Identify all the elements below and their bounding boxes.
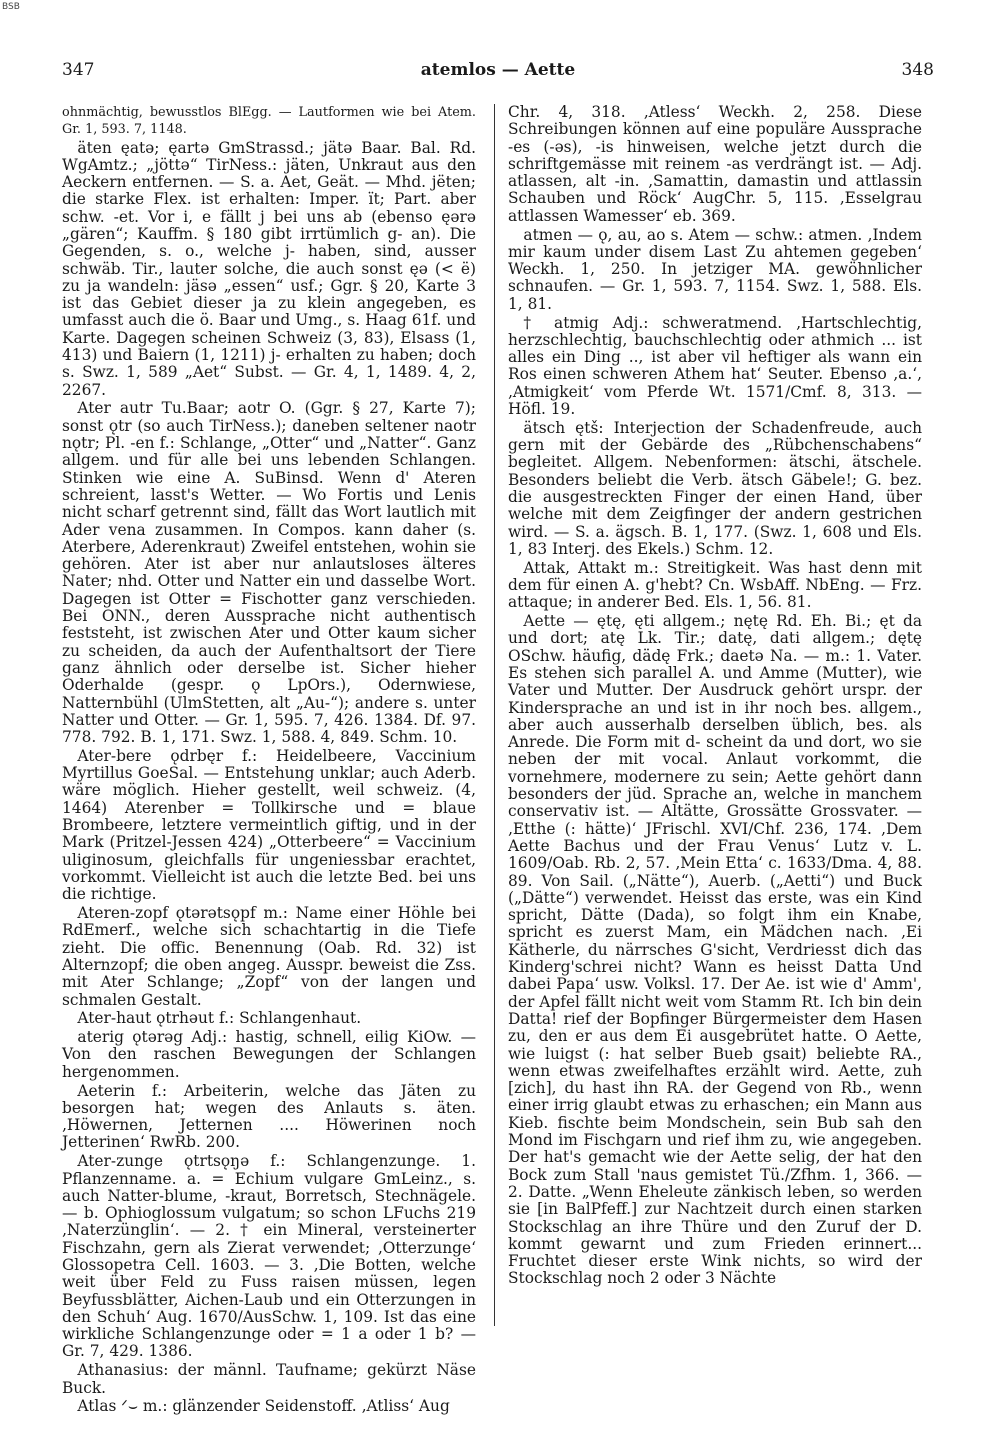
- entry-aterig: aterig ǫtərəg Adj.: hastig, schnell, eilig KiOw. — Von den raschen Bewegungen der Schlangen hergenommen.: [62, 1028, 476, 1081]
- page-number-right: 348: [901, 60, 934, 80]
- entry-aette: Aette — ętę, ęti allgem.; nętę Rd. Eh. Bi.; ęt da und dort; atę Lk. Tir.; datę, dati allgem.; dętę OSchw. häufig, dädę Frk.; daetə Na. — m.: 1. Vater. Es stehen sich parallel A. und Amme (Mutter), wie Vater und Mutter. Der Ausdruck gehört urspr. der Kindersprache an und ist in ihr noch bes. allgem., aber auch ausserhalb derselben üblich, bes. als Anrede. Die Form mit d- scheint da und dort, wo sie neben der mit vocal. Anlaut vorkommt, die vornehmere, modernere zu sein; Aette gehört dann besonders der jüd. Sprache an, welche in manchem conservativ ist. — Altätte, Grossätte Grossvater. — ‚Etthe (: hätte)‘ JFrischl. XVI/Chf. 236, 174. ‚Dem Aette Bachus und der Frau Venus‘ Lutz v. L. 1609/Oab. Rb. 2, 57. ‚Mein Etta‘ c. 1633/Dma. 4, 88. 89. Von Sail. („Nätte“), Auerb. („Aetti“) und Buck („Dätte“) verwendet. Heisst das erste, was ein Kind spricht, Dätte (Dada), so folgt ihm ein Knabe, spricht es zuerst Mam, ein Mädchen nach. ‚Ei Kätherle, du närrsches G'sicht, Verdriesst dich das Kinderg'schrei nicht? Wann es heisst Datta Und dabei Papa‘ usw. Volksl. 17. Der Ae. ist wie d' Amm', der Apfel fällt nicht weit vom Stamm Rt. Ich bin dein Datta! rief der Bopfinger Bürgermeister dem Hasen zu, den er aus dem Ei ausgebrütet hatte. O Aette, wie luigst (: hat selber Bueb gsait) beliebte RA., wenn etwas zweifelhaftes erzählt wird. Aette, zuh [zich], du hast ihn RA. der Gegend von Rb., wenn einer irrig glaubt etwas zu erhaschen; ein Mann aus Kieb. fischte beim Mondschein, sein Bub sah den Mond im Fischgarn und rief ihm zu, wie angegeben. Der hat's gemacht wie der Aette selig, der hat den Bock zum Stall 'naus gemistet Tü./Zfhm. 1, 366. — 2. Datte. „Wenn Eheleute zänkisch leben, so werden sie [in BalPfeff.] zur Nachtzeit durch einen starken Stockschlag an ihre Thüre und den Zuruf der D. kommt gewarnt und zum Frieden erinnert... Fruchtet dieser erste Wink nichts, so wird der Stockschlag noch 2 oder 3 Nächte: [508, 612, 922, 1288]
- entry-aeterin: Aeterin f.: Arbeiterin, welche das Jäten zu besorgen hat; wegen des Anlauts s. äten. ‚Höwernen, Jetternen .... Höwerinen noch Jetterinen‘ RwRb. 200.: [62, 1081, 476, 1152]
- entry-atlas: Atlas ᐟ⌣ m.: glänzender Seidenstoff. ‚Atliss‘ Aug: [77, 1397, 450, 1416]
- entry-ater-haut: Ater-haut ǫtrhəut f.: Schlangenhaut.: [77, 1009, 362, 1028]
- page-number-left: 347: [62, 60, 95, 80]
- column-divider: [494, 104, 495, 1326]
- left-column: [62, 104, 476, 1417]
- library-stamp: BSB: [2, 2, 20, 12]
- entry-athanasius: Athanasius: der männl. Taufname; gekürzt Näse Buck.: [62, 1361, 476, 1397]
- entry-atmig: † atmig Adj.: schweratmend. ‚Hartschlechtig, herzschlechtig, bauchschlechtig oder athmich ... ist alles ein Ding .., ist aber vil heftiger als wann ein Ros einen schweren Athem hat‘ Seuter. Ebenso ‚a.‘, ‚Atmigkeit‘ vom Pferde Wt. 1571/Cmf. 8, 313. — Höfl. 19.: [508, 313, 922, 419]
- running-title: atemlos — Aette: [420, 60, 576, 80]
- entry-aetsch: ätsch ętš: Interjection der Schadenfreude, auch gern mit der Gebärde des „Rübchenschabens“ begleitet. Allgem. Nebenformen: ätschi, ätschele. Besonders beliebt die Verb. ätsch Gäbele!; G. bez. die ausgestreckten Finger der einen Hand, über welche mit dem Zeigfinger der andern gestrichen wird. — S. a. ägsch. B. 1, 177. (Swz. 1, 608 und Els. 1, 83 Interj. des Ekels.) Schm. 12.: [508, 418, 922, 558]
- entry-atmen: atmen — ǫ, au, ao s. Atem — schw.: atmen. ‚Indem mir kaum under disem Last Zu ahtemen gegeben‘ Weckh. 1, 250. In jetziger MA. gewöhnlicher schnaufen. — Gr. 1, 593. 7, 1154. Swz. 1, 588. Els. 1, 81.: [508, 225, 922, 313]
- entry-attak: Attak, Attakt m.: Streitigkeit. Was hast denn mit dem für einen A. g'hebt? Cn. WsbAff. NbEng. — Frz. attaque; in anderer Bed. Els. 1, 56. 81.: [508, 558, 922, 612]
- page-header: [62, 60, 934, 84]
- entry-ateren-zopf: Ateren-zopf ǫtərətsǫpf m.: Name einer Höhle bei RdEmerf., welche sich schachtartig in die Tiefe zieht. Die offic. Benennung (Oab. Rd. 32) ist Alternzopf; die oben angeg. Ausspr. beweist die Zss. mit Ater Schlange; „Zopf“ von der langen und schmalen Gestalt.: [62, 904, 476, 1009]
- entry-ater: Ater autr Tu.Baar; aotr O. (Ggr. § 27, Karte 7); sonst ǫtr (so auch TirNess.); daneben seltener naotr nǫtr; Pl. -en f.: Schlange, „Otter“ und „Natter“. Ganz allgem. und für alle bei uns lebenden Schlangen. Stinken wie eine A. SuBinsd. Wenn d' Ateren schreient, lasst's Wetter. — Wo Fortis und Lenis nicht scharf getrennt sind, fällt das Wort lautlich mit Ader vena zusammen. In Compos. kann daher (s. Aterbere, Aderenkraut) Zweifel entstehen, wohin sie gehören. Ater ist aber nur anlautsloses älteres Nater; nhd. Otter und Natter ein und dasselbe Wort. Dagegen ist Otter = Fischotter ganz verschieden. Bei ONN., deren Aussprache nicht authentisch feststeht, ist zwischen Ater und Otter kaum sicher zu scheiden, da auch der Aufenthaltsort der Tiere ganz ähnlich oder derselbe ist. Sicher hieher Oderhalde (gespr. ǫ LpOrs.), Odernwiese, Natternbühl (UlmStetten, alt „Au-“); andere s. unter Natter und Otter. — Gr. 1, 595. 7, 426. 1384. Df. 97. 778. 792. B. 1, 171. Swz. 1, 588. 4, 849. Schm. 10.: [62, 399, 476, 747]
- right-column: [508, 104, 922, 1289]
- entry-ater-bere: Ater-bere ǫdrbęr f.: Heidelbeere, Vaccinium Myrtillus GoeSal. — Entstehung unklar; auch Aderb. wäre möglich. Hieher gestellt, weil schweiz. (4, 1464) Aterenber = Tollkirsche und = blaue Brombeere, letztere vermeintlich giftig, und in der Mark (Pritzel-Jessen 424) „Otterbeere“ = Vaccinium uliginosum, gleichfalls für ungeniessbar erachtet, vorkommt. Vielleicht ist auch die letzte Bed. bei uns die richtige.: [62, 746, 476, 904]
- entry-paragraph: ohnmächtig, bewusstlos BlEgg. — Lautformen wie bei Atem. Gr. 1, 593. 7, 1148.: [62, 105, 476, 137]
- entry-ater-zunge: Ater-zunge ǫtrtsǫŋə f.: Schlangenzunge. 1. Pflanzenname. a. = Echium vulgare GmLeinz., s. auch Natter-blume, -kraut, Borretsch, Stechnägele. — b. Ophioglossum vulgatum; so schon LFuchs 219 ‚Naterzünglin‘. — 2. † ein Mineral, versteinerter Fischzahn, gern als Zierat verwendet; ‚Otterzunge‘ Glossopetra Cell. 1603. — 3. ‚Die Botten, welche weit über Feld zu Fuss raisen müssen, legen Beyfussblätter, Aichen-Laub und ein Otterzungen in den Schuh‘ Aug. 1670/AusSchw. 1, 109. Ist das eine wirkliche Schlangenzunge oder = 1 a oder 1 b? — Gr. 7, 429. 1386.: [62, 1152, 476, 1361]
- entry-atlas-continued: Chr. 4, 318. ‚Atless‘ Weckh. 2, 258. Diese Schreibungen können auf eine populäre Aussprache -es (-əs), -is hinweisen, welche jetzt durch die schriftgemässe mit reinem -as verdrängt ist. — Adj. atlassen, alt -in. ‚Samattin, damastin und attlassin Schauben und Röck‘ AugChr. 5, 115. ‚Esselgrau attlassen Wamesser‘ eb. 369.: [508, 103, 922, 225]
- entry-aeten: äten ęatə; ęartə GmStrassd.; jätə Baar. Bal. Rd. WgAmtz.; „jöttə“ TirNess.: jäten, Unkraut aus den Aeckern entfernen. — S. a. Aet, Geät. — Mhd. jëten; die starke Flex. ist erhalten: Imper. ït; Part. aber schw. -et. Vor i, e fällt j bei uns ab (ebenso ęərə „gären“; Kauffm. § 180 gibt irrtümlich g- an). Die Gegenden, s. o., welche j- haben, sind, ausser schwäb. Tir., lauter solche, die auch sonst ęə (< ë) zu ja wandeln: jäsə „essen“ usf.; Ggr. § 20, Karte 3 ist das Gebiet dieser ja zu klein angegeben, es umfasst auch die ö. Baar und Umg., s. Haag 61f. und Karte. Dagegen scheinen Schweiz (3, 83), Elsass (1, 413) und Baiern (1, 1211) j- erhalten zu haben; doch s. Swz. 1, 589 „Aet“ Subst. — Gr. 4, 1, 1489. 4, 2, 2267.: [62, 138, 476, 399]
